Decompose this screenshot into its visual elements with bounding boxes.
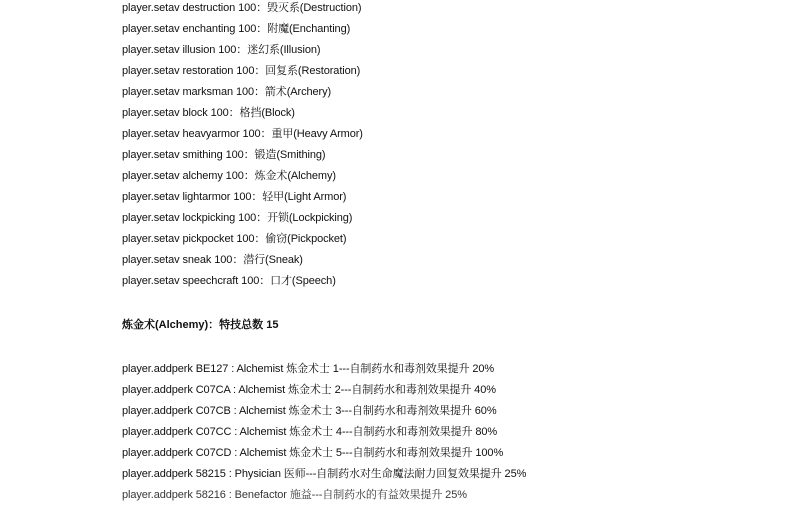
setav-line-lightarmor: player.setav lightarmor 100：轻甲(Light Armor) (122, 191, 347, 203)
setav-line-sneak: player.setav sneak 100：潜行(Sneak) (122, 254, 303, 266)
setav-line-smithing: player.setav smithing 100：锻造(Smithing) (122, 149, 326, 161)
perk-line-physician: player.addperk 58215 : Physician 医师---自制药水对生命魔法耐力回复效果提升 25% (122, 468, 527, 480)
setav-line-restoration: player.setav restoration 100：回复系(Restoration) (122, 65, 361, 77)
document-page (122, 0, 722, 506)
setav-line-block: player.setav block 100：格挡(Block) (122, 107, 295, 119)
perk-line-alchemist-1: player.addperk BE127 : Alchemist 炼金术士 1---自制药水和毒剂效果提升 20% (122, 363, 495, 375)
perk-line-alchemist-4: player.addperk C07CC : Alchemist 炼金术士 4---自制药水和毒剂效果提升 80% (122, 426, 498, 438)
setav-line-marksman: player.setav marksman 100：箭术(Archery) (122, 86, 332, 98)
addperk-command-list (122, 359, 722, 506)
setav-line-heavyarmor: player.setav heavyarmor 100：重甲(Heavy Armor) (122, 128, 363, 140)
setav-line-speechcraft: player.setav speechcraft 100：口才(Speech) (122, 275, 336, 287)
setav-line-illusion: player.setav illusion 100：迷幻系(Illusion) (122, 44, 321, 56)
setav-line-pickpocket: player.setav pickpocket 100：偷窃(Pickpocket) (122, 233, 347, 245)
perk-line-alchemist-5: player.addperk C07CD : Alchemist 炼金术士 5---自制药水和毒剂效果提升 100% (122, 447, 504, 459)
setav-line-alchemy: player.setav alchemy 100：炼金术(Alchemy) (122, 170, 336, 182)
perk-line-alchemist-2: player.addperk C07CA : Alchemist 炼金术士 2---自制药水和毒剂效果提升 40% (122, 384, 496, 396)
setav-line-enchanting: player.setav enchanting 100：附魔(Enchanting) (122, 23, 351, 35)
section-heading-alchemy: 炼金术(Alchemy)：特技总数 15 (122, 319, 279, 331)
setav-line-lockpicking: player.setav lockpicking 100：开锁(Lockpicking) (122, 212, 353, 224)
setav-line-destruction: player.setav destruction 100：毁灭系(Destruction) (122, 2, 362, 14)
perk-line-benefactor: player.addperk 58216 : Benefactor 施益---自制药水的有益效果提升 25% (122, 489, 467, 501)
perk-line-alchemist-3: player.addperk C07CB : Alchemist 炼金术士 3---自制药水和毒剂效果提升 60% (122, 405, 497, 417)
setav-command-list (122, 0, 722, 292)
